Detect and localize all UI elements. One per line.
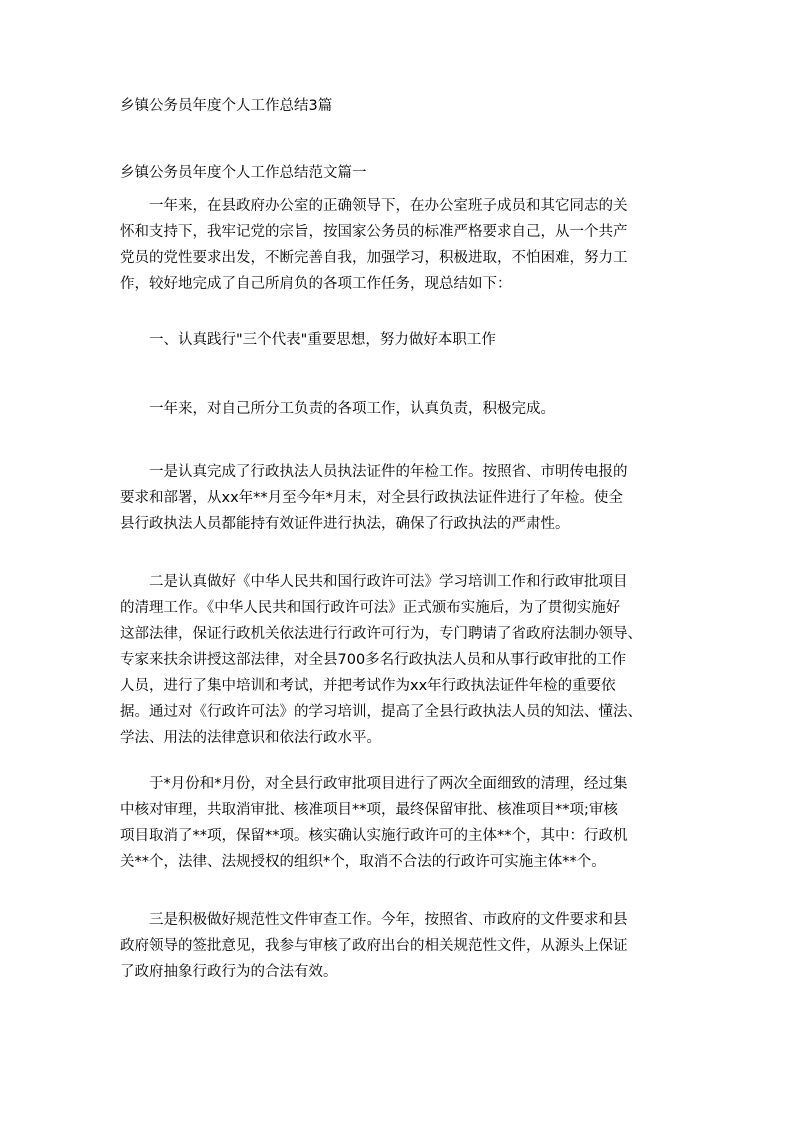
section-heading-1 <box>120 327 676 353</box>
paragraph-line: 三是积极做好规范性文件审查工作。今年，按照省、市政府的文件要求和县 <box>149 912 628 928</box>
paragraph-line: 据。通过对《行政许可法》的学习培训，提高了全县行政执法人员的知法、懂法、 <box>120 704 642 720</box>
paragraph-line: 一年来，在县政府办公室的正确领导下，在办公室班子成员和其它同志的关 <box>149 198 628 214</box>
paragraph-line: 专家来扶余讲授这部法律，对全县700多名行政执法人员和从事行政审批的工作 <box>120 652 627 668</box>
paragraph-item-3 <box>120 907 676 985</box>
paragraph-line: 县行政执法人员都能持有效证件进行执法，确保了行政执法的严肃性。 <box>120 516 570 532</box>
paragraph-item-1 <box>120 459 676 537</box>
paragraph-line: 怀和支持下，我牢记党的宗旨，按国家公务员的标准严格要求自己，从一个共产 <box>120 224 628 240</box>
paragraph-line: 这部法律，保证行政机关依法进行行政许可行为，专门聘请了省政府法制办领导、 <box>120 626 642 642</box>
paragraph-line: 关**个，法律、法规授权的组织*个，取消不合法的行政许可实施主体**个。 <box>120 854 606 870</box>
document-title: 乡镇公务员年度个人工作总结3篇 <box>120 98 333 114</box>
paragraph-line: 政府领导的签批意见，我参与审核了政府出台的相关规范性文件，从源头上保证 <box>120 938 628 954</box>
section-subtitle: 乡镇公务员年度个人工作总结范文篇一 <box>120 165 367 181</box>
paragraph-line: 学法、用法的法律意识和依法行政水平。 <box>120 730 381 746</box>
paragraph-line: 党员的党性要求出发，不断完善自我，加强学习，积极进取，不怕困难，努力工 <box>120 250 628 266</box>
paragraph-line: 了政府抽象行政行为的合法有效。 <box>120 964 338 980</box>
paragraph-line: 一是认真完成了行政执法人员执法证件的年检工作。按照省、市明传电报的 <box>149 464 628 480</box>
paragraph-summary <box>120 396 676 422</box>
paragraph-line: 的清理工作。《中华人民共和国行政许可法》正式颁布实施后，为了贯彻实施好 <box>120 600 621 616</box>
paragraph-line: 于*月份和*月份，对全县行政审批项目进行了两次全面细致的清理，经过集 <box>149 776 628 792</box>
paragraph-line: 要求和部署，从xx年**月至今年*月末，对全县行政执法证件进行了年检。使全 <box>120 490 623 506</box>
paragraph-line: 人员，进行了集中培训和考试，并把考试作为xx年行政执法证件年检的重要依 <box>120 678 616 694</box>
paragraph-item-cleanup <box>120 771 676 875</box>
paragraph-line: 二是认真做好《中华人民共和国行政许可法》学习培训工作和行政审批项目 <box>149 574 628 590</box>
paragraph-line: 一年来，对自己所分工负责的各项工作，认真负责，积极完成。 <box>149 401 555 417</box>
paragraph-line: 一、认真践行"三个代表"重要思想，努力做好本职工作 <box>149 332 496 348</box>
paragraph-line: 作，较好地完成了自己所肩负的各项工作任务，现总结如下： <box>120 276 512 292</box>
paragraph-item-2 <box>120 569 676 751</box>
paragraph-line: 中核对审理，共取消审批、核准项目**项，最终保留审批、核准项目**项;审核 <box>120 802 618 818</box>
paragraph-intro <box>120 193 676 297</box>
paragraph-line: 项目取消了**项，保留**项。核实确认实施行政许可的主体**个，其中：行政机 <box>120 828 628 844</box>
